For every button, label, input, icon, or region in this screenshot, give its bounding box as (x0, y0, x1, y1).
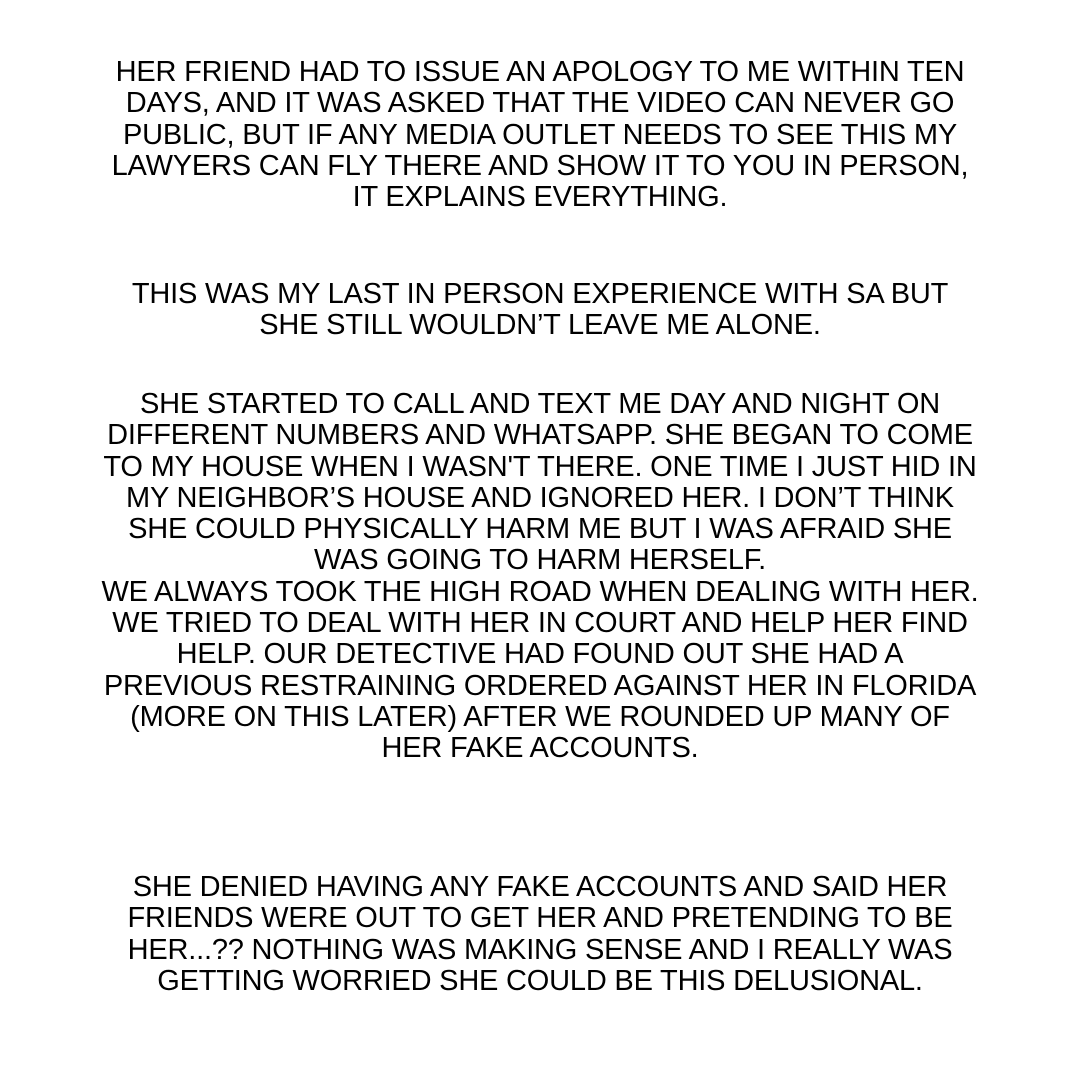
paragraph-apology: HER FRIEND HAD TO ISSUE AN APOLOGY TO ME WITHIN TEN DAYS, AND IT WAS ASKED THAT THE VIDEO CAN NEVER GO PUBLIC, BUT IF ANY MEDIA OUTLET NEEDS TO SEE THIS MY LAWYERS CAN FLY THERE AND SHOW IT TO YOU IN PERSON, IT EXPLAINS EVERYTHING. (111, 56, 969, 214)
paragraph-denial: SHE DENIED HAVING ANY FAKE ACCOUNTS AND SAID HER FRIENDS WERE OUT TO GET HER AND PRETENDING TO BE HER...?? NOTHING WAS MAKING SENSE AND I REALLY WAS GETTING WORRIED SHE COULD BE THIS DELUSIONAL. (127, 871, 953, 997)
paragraph-last-experience: THIS WAS MY LAST IN PERSON EXPERIENCE WITH SA BUT SHE STILL WOULDN’T LEAVE ME ALONE. (131, 278, 949, 342)
paragraph-harassment: SHE STARTED TO CALL AND TEXT ME DAY AND NIGHT ON DIFFERENT NUMBERS AND WHATSAPP. SHE BEGAN TO COME TO MY HOUSE WHEN I WASN'T THERE. ONE TIME I JUST HID IN MY NEIGHBOR’S HOUSE AND IGNORED HER. I DON’T THINK SHE COULD PHYSICALLY HARM ME BUT I WAS AFRAID SHE WAS GOING TO HARM HERSELF. WE ALWAYS TOOK THE HIGH ROAD WHEN DEALING WITH HER. WE TRIED TO DEAL WITH HER IN COURT AND HELP HER FIND HELP. OUR DETECTIVE HAD FOUND OUT SHE HAD A PREVIOUS RESTRAINING ORDERED AGAINST HER IN FLORIDA (MORE ON THIS LATER) AFTER WE ROUNDED UP MANY OF HER FAKE ACCOUNTS. (101, 388, 979, 765)
